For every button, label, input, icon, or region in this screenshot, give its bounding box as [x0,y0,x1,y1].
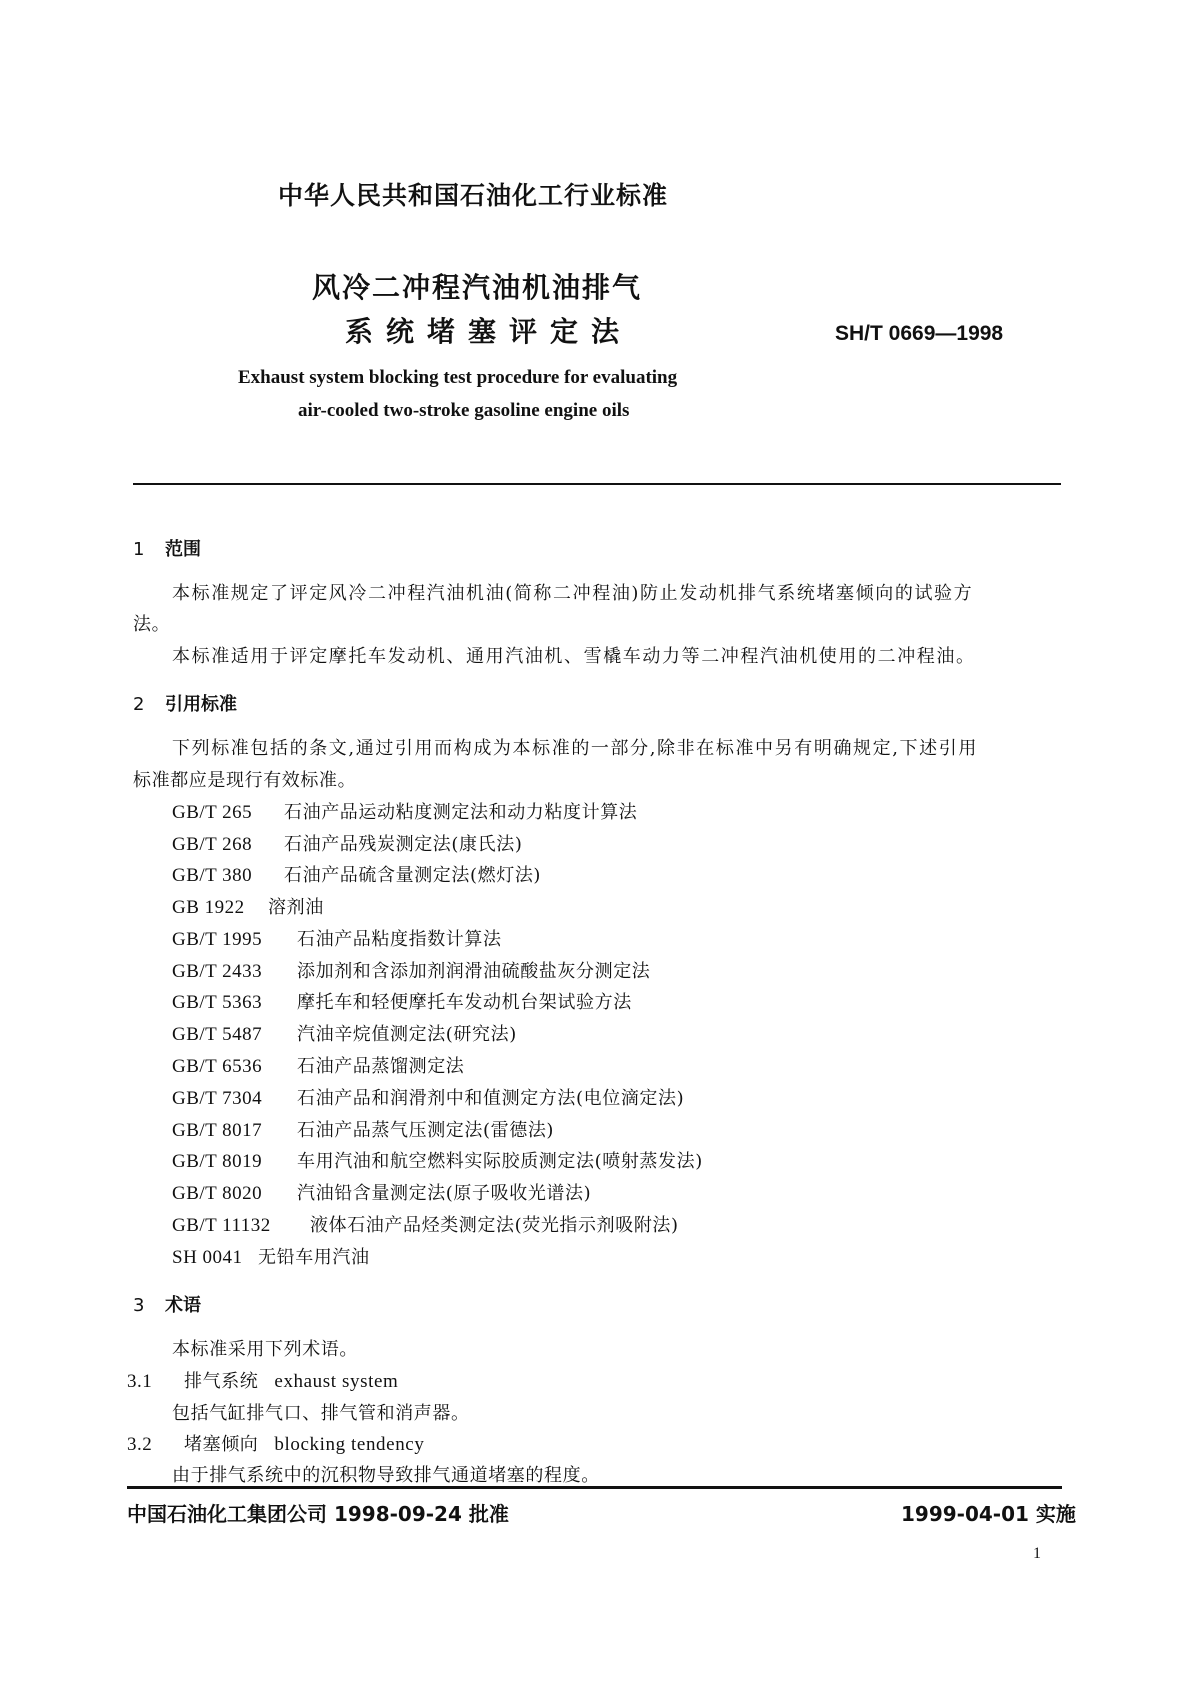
reference-code: GB/T 2433 [172,961,263,982]
reference-title: 石油产品运动粘度测定法和动力粘度计算法 [284,802,638,823]
footer-divider [127,1486,1062,1489]
reference-title: 摩托车和轻便摩托车发动机台架试验方法 [297,992,632,1013]
reference-item [172,1084,684,1110]
reference-item [172,830,522,856]
section-title: 引用标准 [165,694,237,715]
paragraph: 下列标准包括的条文,通过引用而构成为本标准的一部分,除非在标准中另有明确规定,下述引用 [172,738,978,759]
section-title: 术语 [165,1295,201,1316]
reference-code: GB/T 380 [172,865,253,886]
reference-code: GB/T 5363 [172,992,263,1013]
reference-title: 石油产品硫含量测定法(燃灯法) [284,865,542,886]
reference-code: GB/T 265 [172,802,253,823]
reference-code: GB/T 7304 [172,1088,263,1109]
term-definition: 包括气缸排气口、排气管和消声器。 [172,1403,470,1424]
paragraph: 法。 [133,614,171,635]
term-en: exhaust system [274,1371,399,1392]
title-en-line1: Exhaust system blocking test procedure for evaluating [238,367,678,388]
reference-title: 无铅车用汽油 [258,1247,370,1268]
reference-item [172,988,632,1014]
reference-title: 石油产品残炭测定法(康氏法) [284,834,523,855]
reference-item [172,1179,591,1205]
term-cn: 排气系统 [184,1371,259,1392]
reference-title: 石油产品和润滑剂中和值测定方法(电位滴定法) [297,1088,685,1109]
reference-title: 车用汽油和航空燃料实际胶质测定法(喷射蒸发法) [297,1151,703,1172]
section-title: 范围 [165,539,201,560]
title-cn-line2: 系统堵塞评定法 [345,315,633,348]
standard-code: SH/T 0669—1998 [835,322,1004,345]
reference-title: 汽油铅含量测定法(原子吸收光谱法) [297,1183,592,1204]
reference-code: GB 1922 [172,897,245,918]
term-entry [127,1430,424,1456]
reference-code: SH 0041 [172,1247,243,1268]
paragraph: 本标准规定了评定风冷二冲程汽油机油(简称二冲程油)防止发动机排气系统堵塞倾向的试验方 [172,583,974,604]
reference-title: 石油产品蒸气压测定法(雷德法) [297,1120,555,1141]
section-2-heading [133,690,237,716]
term-definition: 由于排气系统中的沉积物导致排气通道堵塞的程度。 [172,1465,600,1486]
effective-date: 1999-04-01 实施 [901,1502,1076,1526]
reference-item [172,1116,554,1142]
term-cn: 堵塞倾向 [184,1434,259,1455]
reference-item [172,957,650,983]
reference-title: 汽油辛烷值测定法(研究法) [297,1024,517,1045]
section-1-heading [133,535,201,561]
term-number: 3.2 [127,1434,153,1455]
reference-item [172,925,502,951]
reference-item [172,1052,464,1078]
section-3-heading [133,1291,201,1317]
reference-item [172,1243,370,1269]
term-number: 3.1 [127,1371,153,1392]
reference-title: 添加剂和含添加剂润滑油硫酸盐灰分测定法 [297,961,651,982]
reference-item [172,893,324,919]
paragraph: 标准都应是现行有效标准。 [133,770,357,791]
reference-code: GB/T 8019 [172,1151,263,1172]
approval-line: 中国石油化工集团公司 1998-09-24 批准 [127,1502,509,1526]
section-number: 1 [133,539,145,560]
reference-title: 溶剂油 [268,897,324,918]
page-number: 1 [1033,1545,1041,1562]
term-entry [127,1367,398,1393]
standard-organization-line: 中华人民共和国石油化工行业标准 [278,181,669,210]
reference-code: GB/T 5487 [172,1024,263,1045]
reference-item [172,1147,703,1173]
term-en: blocking tendency [274,1434,425,1455]
header-divider [133,483,1061,485]
paragraph: 本标准采用下列术语。 [172,1339,358,1360]
reference-item [172,1211,679,1237]
reference-title: 石油产品粘度指数计算法 [297,929,502,950]
section-number: 2 [133,694,145,715]
reference-item [172,1020,517,1046]
title-cn-line1: 风冷二冲程汽油机油排气 [312,271,643,304]
reference-title: 石油产品蒸馏测定法 [297,1056,465,1077]
reference-code: GB/T 268 [172,834,253,855]
section-number: 3 [133,1295,145,1316]
reference-code: GB/T 6536 [172,1056,263,1077]
reference-title: 液体石油产品烃类测定法(荧光指示剂吸附法) [310,1215,679,1236]
title-en-line2: air-cooled two-stroke gasoline engine oils [298,400,630,421]
reference-code: GB/T 8017 [172,1120,263,1141]
reference-item [172,861,541,887]
reference-code: GB/T 8020 [172,1183,263,1204]
reference-code: GB/T 11132 [172,1215,271,1236]
reference-code: GB/T 1995 [172,929,263,950]
reference-item [172,798,637,824]
paragraph: 本标准适用于评定摩托车发动机、通用汽油机、雪橇车动力等二冲程汽油机使用的二冲程油。 [172,646,976,667]
